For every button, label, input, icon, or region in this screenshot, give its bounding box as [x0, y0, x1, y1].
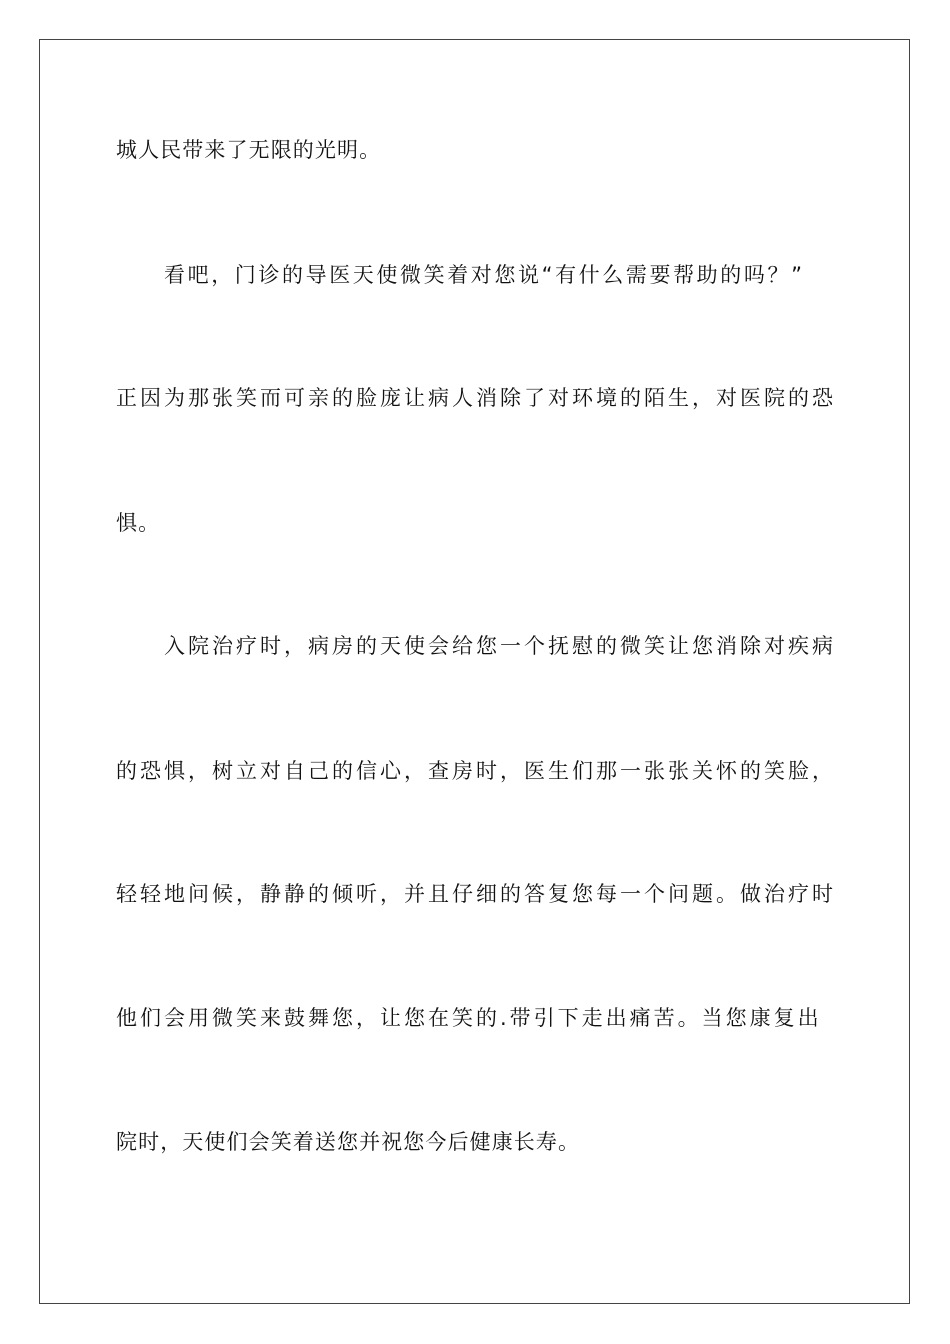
paragraph-start-line: 入院治疗时，病房的天使会给您一个抚慰的微笑让您消除对疾病 — [164, 634, 836, 658]
text-line: 城人民带来了无限的光明。 — [116, 138, 382, 162]
text-line: 院时，天使们会笑着送您并祝您今后健康长寿。 — [116, 1130, 581, 1154]
text-line: 的恐惧，树立对自己的信心，查房时，医生们那一张张关怀的笑脸， — [116, 759, 836, 783]
text-line: 他们会用微笑来鼓舞您，让您在笑的.带引下走出痛苦。当您康复出 — [116, 1006, 822, 1030]
text-line: 轻轻地问候，静静的倾听，并且仔细的答复您每一个问题。做治疗时 — [116, 882, 836, 906]
text-line: 正因为那张笑而可亲的脸庞让病人消除了对环境的陌生，对医院的恐 — [116, 386, 836, 410]
text-line: 惧。 — [116, 511, 161, 535]
page-border — [39, 39, 910, 1304]
paragraph-start-line: 看吧，门诊的导医天使微笑着对您说“有什么需要帮助的吗？” — [164, 263, 805, 287]
